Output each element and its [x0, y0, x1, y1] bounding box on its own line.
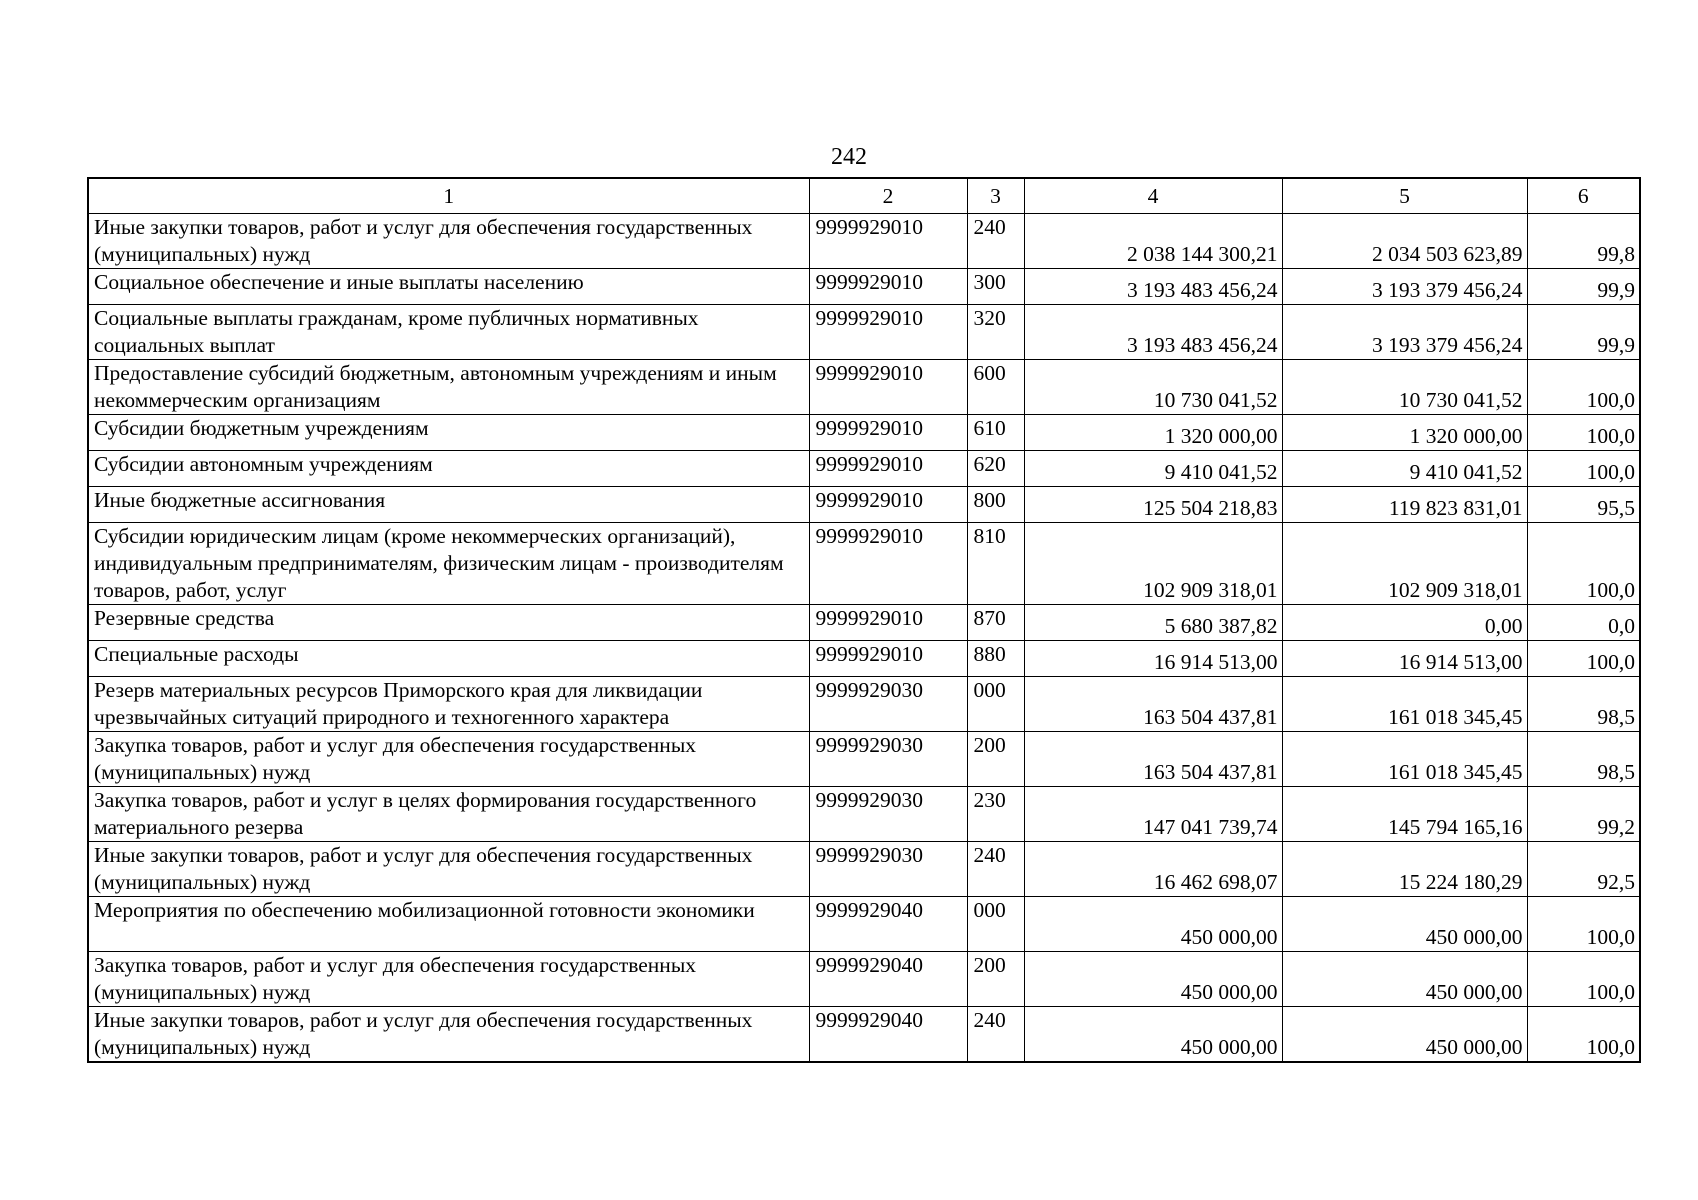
row-plan-cell: 16 462 698,07: [1024, 842, 1282, 897]
row-name-cell: Предоставление субсидий бюджетным, автономным учреждениям и иным некоммерческим организациям: [88, 360, 809, 415]
row-type-cell: 240: [967, 1007, 1024, 1063]
table-row: [88, 305, 1640, 360]
row-percent-cell: 98,5: [1527, 677, 1640, 732]
row-percent-cell: 95,5: [1527, 487, 1640, 523]
column-header: 4: [1024, 178, 1282, 214]
row-percent-cell: 100,0: [1527, 641, 1640, 677]
row-fact-cell: 119 823 831,01: [1282, 487, 1527, 523]
row-type-cell: 240: [967, 842, 1024, 897]
table-row: [88, 360, 1640, 415]
row-type-cell: 200: [967, 952, 1024, 1007]
row-code-cell: 9999929040: [809, 952, 967, 1007]
row-fact-cell: 9 410 041,52: [1282, 451, 1527, 487]
row-plan-cell: 2 038 144 300,21: [1024, 214, 1282, 269]
row-name-cell: Иные бюджетные ассигнования: [88, 487, 809, 523]
row-plan-cell: 147 041 739,74: [1024, 787, 1282, 842]
table-row: [88, 641, 1640, 677]
table-row: [88, 952, 1640, 1007]
row-percent-cell: 99,8: [1527, 214, 1640, 269]
row-fact-cell: 161 018 345,45: [1282, 732, 1527, 787]
table-row: [88, 677, 1640, 732]
row-name-cell: Социальное обеспечение и иные выплаты населению: [88, 269, 809, 305]
row-type-cell: 320: [967, 305, 1024, 360]
row-type-cell: 610: [967, 415, 1024, 451]
row-plan-cell: 1 320 000,00: [1024, 415, 1282, 451]
row-percent-cell: 100,0: [1527, 897, 1640, 952]
budget-table: [87, 177, 1641, 1063]
row-fact-cell: 450 000,00: [1282, 952, 1527, 1007]
table-header: [88, 178, 1640, 214]
row-fact-cell: 2 034 503 623,89: [1282, 214, 1527, 269]
row-type-cell: 600: [967, 360, 1024, 415]
table-row: [88, 787, 1640, 842]
row-type-cell: 620: [967, 451, 1024, 487]
row-percent-cell: 99,9: [1527, 269, 1640, 305]
table-row: [88, 451, 1640, 487]
row-fact-cell: 3 193 379 456,24: [1282, 269, 1527, 305]
row-code-cell: 9999929030: [809, 677, 967, 732]
table-row: [88, 415, 1640, 451]
row-type-cell: 000: [967, 897, 1024, 952]
table-row: [88, 487, 1640, 523]
row-type-cell: 230: [967, 787, 1024, 842]
row-plan-cell: 10 730 041,52: [1024, 360, 1282, 415]
row-percent-cell: 100,0: [1527, 415, 1640, 451]
table-row: [88, 523, 1640, 605]
column-header: 2: [809, 178, 967, 214]
row-name-cell: Иные закупки товаров, работ и услуг для обеспечения государственных (муниципальных) нужд: [88, 842, 809, 897]
row-code-cell: 9999929010: [809, 451, 967, 487]
row-percent-cell: 99,2: [1527, 787, 1640, 842]
row-fact-cell: 450 000,00: [1282, 1007, 1527, 1063]
table-row: [88, 605, 1640, 641]
row-plan-cell: 125 504 218,83: [1024, 487, 1282, 523]
row-name-cell: Субсидии бюджетным учреждениям: [88, 415, 809, 451]
row-plan-cell: 163 504 437,81: [1024, 677, 1282, 732]
row-type-cell: 240: [967, 214, 1024, 269]
row-name-cell: Закупка товаров, работ и услуг в целях формирования государственного материального резерва: [88, 787, 809, 842]
row-percent-cell: 100,0: [1527, 1007, 1640, 1063]
table-row: [88, 842, 1640, 897]
header-row: [88, 178, 1640, 214]
row-code-cell: 9999929040: [809, 897, 967, 952]
row-fact-cell: 3 193 379 456,24: [1282, 305, 1527, 360]
row-name-cell: Иные закупки товаров, работ и услуг для обеспечения государственных (муниципальных) нужд: [88, 1007, 809, 1063]
row-percent-cell: 100,0: [1527, 451, 1640, 487]
row-plan-cell: 450 000,00: [1024, 897, 1282, 952]
row-code-cell: 9999929010: [809, 523, 967, 605]
page-number: 242: [831, 144, 867, 170]
row-plan-cell: 450 000,00: [1024, 952, 1282, 1007]
row-fact-cell: 1 320 000,00: [1282, 415, 1527, 451]
row-fact-cell: 10 730 041,52: [1282, 360, 1527, 415]
row-name-cell: Закупка товаров, работ и услуг для обеспечения государственных (муниципальных) нужд: [88, 952, 809, 1007]
row-name-cell: Социальные выплаты гражданам, кроме публичных нормативных социальных выплат: [88, 305, 809, 360]
row-plan-cell: 5 680 387,82: [1024, 605, 1282, 641]
table-body: [88, 214, 1640, 1063]
row-code-cell: 9999929010: [809, 641, 967, 677]
row-type-cell: 870: [967, 605, 1024, 641]
row-percent-cell: 100,0: [1527, 360, 1640, 415]
row-name-cell: Специальные расходы: [88, 641, 809, 677]
row-code-cell: 9999929010: [809, 214, 967, 269]
table-row: [88, 897, 1640, 952]
row-plan-cell: 3 193 483 456,24: [1024, 269, 1282, 305]
row-name-cell: Иные закупки товаров, работ и услуг для обеспечения государственных (муниципальных) нужд: [88, 214, 809, 269]
row-plan-cell: 9 410 041,52: [1024, 451, 1282, 487]
row-plan-cell: 16 914 513,00: [1024, 641, 1282, 677]
row-type-cell: 800: [967, 487, 1024, 523]
table-row: [88, 1007, 1640, 1063]
row-type-cell: 000: [967, 677, 1024, 732]
table-row: [88, 214, 1640, 269]
column-header: 1: [88, 178, 809, 214]
row-code-cell: 9999929010: [809, 269, 967, 305]
row-type-cell: 300: [967, 269, 1024, 305]
row-type-cell: 810: [967, 523, 1024, 605]
row-name-cell: Субсидии юридическим лицам (кроме некоммерческих организаций), индивидуальным предпринимателям, физическим лицам - производителям товаров, работ, услуг: [88, 523, 809, 605]
row-type-cell: 200: [967, 732, 1024, 787]
row-percent-cell: 100,0: [1527, 952, 1640, 1007]
row-plan-cell: 3 193 483 456,24: [1024, 305, 1282, 360]
row-fact-cell: 102 909 318,01: [1282, 523, 1527, 605]
column-header: 3: [967, 178, 1024, 214]
row-percent-cell: 92,5: [1527, 842, 1640, 897]
row-fact-cell: 450 000,00: [1282, 897, 1527, 952]
row-percent-cell: 0,0: [1527, 605, 1640, 641]
row-percent-cell: 100,0: [1527, 523, 1640, 605]
row-percent-cell: 98,5: [1527, 732, 1640, 787]
row-plan-cell: 163 504 437,81: [1024, 732, 1282, 787]
row-code-cell: 9999929010: [809, 487, 967, 523]
column-header: 6: [1527, 178, 1640, 214]
row-code-cell: 9999929040: [809, 1007, 967, 1063]
row-name-cell: Резервные средства: [88, 605, 809, 641]
row-code-cell: 9999929030: [809, 787, 967, 842]
row-fact-cell: 161 018 345,45: [1282, 677, 1527, 732]
row-name-cell: Закупка товаров, работ и услуг для обеспечения государственных (муниципальных) нужд: [88, 732, 809, 787]
row-plan-cell: 102 909 318,01: [1024, 523, 1282, 605]
row-code-cell: 9999929030: [809, 842, 967, 897]
column-header: 5: [1282, 178, 1527, 214]
row-name-cell: Резерв материальных ресурсов Приморского края для ликвидации чрезвычайных ситуаций природного и техногенного характера: [88, 677, 809, 732]
row-percent-cell: 99,9: [1527, 305, 1640, 360]
table-row: [88, 732, 1640, 787]
row-fact-cell: 16 914 513,00: [1282, 641, 1527, 677]
row-fact-cell: 145 794 165,16: [1282, 787, 1527, 842]
row-code-cell: 9999929010: [809, 605, 967, 641]
row-code-cell: 9999929010: [809, 415, 967, 451]
row-name-cell: Мероприятия по обеспечению мобилизационной готовности экономики: [88, 897, 809, 952]
row-code-cell: 9999929010: [809, 360, 967, 415]
row-fact-cell: 15 224 180,29: [1282, 842, 1527, 897]
row-code-cell: 9999929010: [809, 305, 967, 360]
row-fact-cell: 0,00: [1282, 605, 1527, 641]
row-name-cell: Субсидии автономным учреждениям: [88, 451, 809, 487]
row-type-cell: 880: [967, 641, 1024, 677]
row-plan-cell: 450 000,00: [1024, 1007, 1282, 1063]
row-code-cell: 9999929030: [809, 732, 967, 787]
table-row: [88, 269, 1640, 305]
